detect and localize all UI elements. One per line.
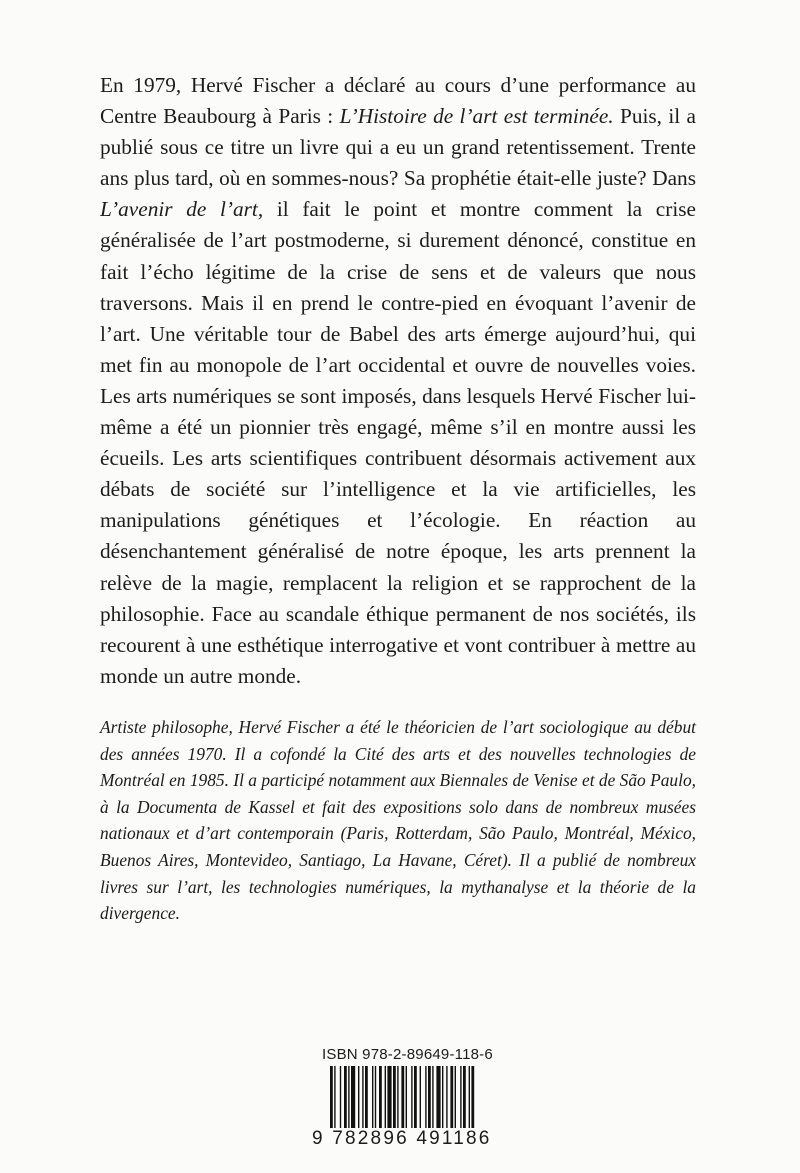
barcode-bar xyxy=(385,1066,386,1128)
isbn-label: ISBN 978-2-89649-118-6 xyxy=(322,1046,493,1063)
barcode-bar xyxy=(463,1066,466,1128)
barcode-bar xyxy=(460,1066,461,1128)
barcode-bar xyxy=(334,1066,335,1128)
barcode-bar xyxy=(330,1066,333,1128)
summary-text-2: Puis, il a publié sous ce titre un livre qui a eu un grand retentissement. Trente ans plus tard, où en sommes-nous? Sa prophétie était-elle juste? Dans xyxy=(100,104,696,191)
barcode-bar xyxy=(372,1066,373,1128)
barcode-bar xyxy=(406,1066,407,1128)
barcode-bar xyxy=(393,1066,396,1128)
barcode-bar xyxy=(436,1066,440,1128)
barcode-bar xyxy=(425,1066,426,1128)
barcode-bar xyxy=(455,1066,456,1128)
barcode-bar xyxy=(340,1066,341,1128)
barcode-bar xyxy=(351,1066,355,1128)
barcode-bar xyxy=(375,1066,376,1128)
barcode-bar xyxy=(420,1066,421,1128)
barcode-bar xyxy=(348,1066,349,1128)
author-bio: Artiste philosophe, Hervé Fischer a été le théoricien de l’art sociologique au début des années 1970. Il a cofondé la Cité des arts et des nouvelles technologies de Montréal en 1985. Il a participé notamment aux Biennales de Venise et de São Paulo, à la Documenta de Kassel et fait des expositions solo dans de nombreux musées nationaux et d’art contemporain (Paris, Rotterdam, São Paulo, Montréal, México, Buenos Aires, Montevideo, Santiago, La Havane, Céret). Il a publié de nombreux livres sur l’art, les technologies numériques, la mythanalyse et la théorie de la divergence. xyxy=(100,717,696,924)
barcode-bar xyxy=(446,1066,447,1128)
barcode-bar xyxy=(471,1066,474,1128)
barcode-bar xyxy=(442,1066,443,1128)
barcode-bar xyxy=(362,1066,363,1128)
barcode-bar xyxy=(428,1066,431,1128)
barcode-bar xyxy=(414,1066,417,1128)
summary-title-2: L’avenir de l’art, xyxy=(100,197,264,222)
barcode-bar xyxy=(387,1066,391,1128)
barcode-bar xyxy=(358,1066,359,1128)
barcode-bar xyxy=(397,1066,398,1128)
barcode-bars xyxy=(312,1066,502,1130)
summary-paragraph xyxy=(100,70,696,692)
barcode-bar xyxy=(469,1066,470,1128)
isbn-block xyxy=(312,1046,502,1154)
barcode-bar xyxy=(379,1066,382,1128)
summary-title-1: L’Histoire de l’art est terminée. xyxy=(339,104,614,129)
summary-text-1: En 1979, Hervé Fischer a déclaré au cours d’une performance au Centre Beaubourg à Paris : xyxy=(100,73,696,129)
barcode-bar xyxy=(450,1066,453,1128)
barcode xyxy=(312,1066,502,1154)
barcode-digits: 9 782896 491186 xyxy=(312,1128,492,1149)
summary-text-3: il fait le point et montre comment la crise généralisée de l’art postmoderne, si durement dénoncé, constitue en fait l’écho légitime de la crise de sens et de valeurs que nous traversons. Mais il en prend le contre-pied en évoquant l’avenir de l’art. Une véritable tour de Babel des arts émerge aujourd’hui, qui met fin au monopole de l’art occidental et ouvre de nouvelles voies. Les arts numériques se sont imposés, dans lesquels Hervé Fischer lui-même a été un pionnier très engagé, même s’il en montre aussi les écueils. Les arts scientifiques contribuent désormais activement aux débats de société sur l’intelligence et la vie artificielles, les manipulations génétiques et l’écologie. En réaction au désenchantement généralisé de notre époque, les arts prennent la relève de la magie, remplacent la religion et se rapprochent de la philosophie. Face au scandale éthique permanent de nos sociétés, ils recourent à une esthétique interrogative et vont contribuer à mettre au monde un autre monde. xyxy=(100,197,696,688)
barcode-bar xyxy=(365,1066,368,1128)
barcode-bar xyxy=(344,1066,347,1128)
barcode-bar xyxy=(401,1066,404,1128)
barcode-bar xyxy=(411,1066,412,1128)
barcode-bar xyxy=(432,1066,433,1128)
